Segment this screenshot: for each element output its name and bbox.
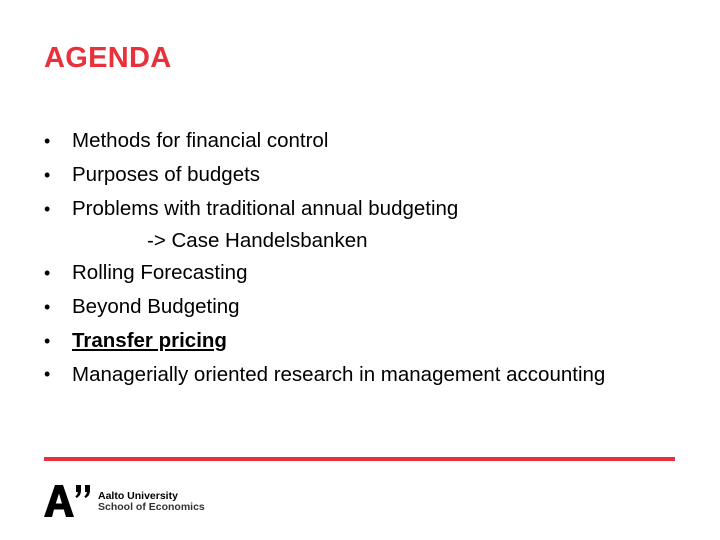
agenda-item-label-current: Transfer pricing xyxy=(72,329,227,352)
bullet-icon: • xyxy=(44,165,51,185)
logo-school-name: School of Economics xyxy=(98,501,205,513)
logo-university-name: Aalto University xyxy=(98,490,178,502)
agenda-item-rolling-forecasting xyxy=(44,256,684,290)
agenda-item-financial-control xyxy=(44,124,684,158)
bullet-icon: • xyxy=(44,263,51,283)
bullet-icon: • xyxy=(44,199,51,219)
logo-text xyxy=(98,491,205,513)
slide-title: AGENDA xyxy=(44,42,172,74)
agenda-item-label: Purposes of budgets xyxy=(72,163,261,186)
aalto-logo xyxy=(44,481,214,521)
agenda-item-label: Beyond Budgeting xyxy=(72,295,240,318)
agenda-subitem-handelsbanken: -> Case Handelsbanken xyxy=(147,229,368,252)
bullet-icon: • xyxy=(44,297,51,317)
bullet-icon: • xyxy=(44,331,51,351)
bullet-icon: • xyxy=(44,131,51,151)
agenda-item-transfer-pricing xyxy=(44,324,684,358)
agenda-item-label: Problems with traditional annual budgeting xyxy=(72,197,459,220)
agenda-item-label: Methods for financial control xyxy=(72,129,329,152)
aalto-a-logo-icon xyxy=(44,483,94,519)
agenda-list xyxy=(44,124,684,389)
footer-divider xyxy=(44,457,675,461)
agenda-item-budget-purposes xyxy=(44,158,684,192)
agenda-item-label: Rolling Forecasting xyxy=(72,261,248,284)
agenda-item-budgeting-problems xyxy=(44,192,684,256)
agenda-item-management-research xyxy=(44,358,684,389)
bullet-icon: • xyxy=(44,364,51,384)
agenda-item-label: Managerially oriented research in management accounting xyxy=(72,363,606,386)
agenda-item-beyond-budgeting xyxy=(44,290,684,324)
